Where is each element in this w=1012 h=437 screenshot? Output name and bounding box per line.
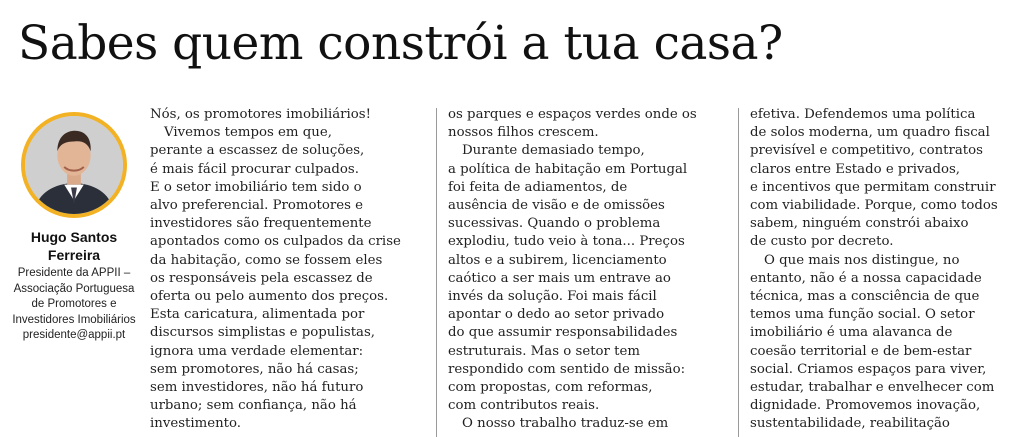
text-line: técnica, mas a consciência de que (750, 289, 980, 305)
text-line: foi feita de adiamentos, de (448, 179, 628, 195)
text-line: os parques e espaços verdes onde os (448, 107, 697, 122)
text-line: é mais fácil procurar culpados. (150, 161, 359, 177)
text-line: investimento. (150, 416, 242, 432)
author-portrait-icon (25, 116, 123, 214)
column-divider (436, 108, 437, 437)
text-line: a política de habitação em Portugal (448, 161, 688, 177)
text-line: e incentivos que permitam construir (750, 179, 996, 195)
text-line: invés da solução. Foi mais fácil (448, 289, 657, 305)
text-line: alvo preferencial. Promotores e (150, 198, 363, 214)
text-line: com contributos reais. (448, 398, 600, 414)
text-line: Nós, os promotores imobiliários! (150, 107, 371, 122)
text-line: apontar o dedo ao setor privado (448, 307, 665, 323)
author-email[interactable]: presidente@appii.pt (22, 329, 126, 341)
article-column-3 (750, 106, 1012, 437)
text-line: O nosso trabalho traduz-se em (462, 416, 669, 432)
text-line: imobiliário é uma alavanca de (750, 325, 953, 341)
author-avatar (21, 112, 127, 218)
article-column-2 (448, 106, 724, 437)
text-line: sem promotores, não há casas; (150, 361, 359, 377)
text-line: temos uma função social. O setor (750, 307, 975, 323)
headline: Sabes quem constrói a tua casa? (18, 16, 783, 71)
text-line: nossos filhos crescem. (448, 125, 599, 141)
text-line: sabem, ninguém constrói abaixo (750, 216, 969, 232)
text-line: de custo por decreto. (750, 234, 894, 250)
text-line: ausência de visão e de omissões (448, 198, 665, 214)
author-name: Hugo Santos Ferreira (30, 229, 118, 263)
text-line: altos e a subirem, licenciamento (448, 252, 667, 268)
author-role: Presidente da APPII – Associação Portuguesa de Promotores e Investidores Imobiliários (12, 267, 136, 326)
author-box (12, 112, 136, 344)
text-line: estudar, trabalhar e envelhecer com (750, 380, 995, 396)
text-line: Esta caricatura, alimentada por (150, 307, 365, 323)
text-line: claros entre Estado e privados, (750, 161, 961, 177)
text-line: estruturais. Mas o setor tem (448, 343, 640, 359)
text-line: entanto, não é a nossa capacidade (750, 270, 982, 286)
text-line: respondido com sentido de missão: (448, 361, 686, 377)
text-line: social. Criamos espaços para viver, (750, 361, 987, 377)
text-line: O que mais nos distingue, no (764, 252, 960, 268)
text-line: do que assumir responsabilidades (448, 325, 678, 341)
text-line: discursos simplistas e populistas, (150, 325, 376, 341)
text-line: com viabilidade. Porque, como todos (750, 198, 998, 214)
text-line: apontados como os culpados da crise (150, 234, 401, 250)
text-line: com propostas, com reformas, (448, 380, 653, 396)
text-line: ignora uma verdade elementar: (150, 343, 364, 359)
text-line: oferta ou pelo aumento dos preços. (150, 289, 389, 305)
text-line: Durante demasiado tempo, (462, 143, 645, 159)
text-line: efetiva. Defendemos uma política (750, 107, 976, 122)
text-line: urbano; sem confiança, não há (150, 398, 357, 414)
text-line: sem investidores, não há futuro (150, 380, 364, 396)
text-line: perante a escassez de soluções, (150, 143, 365, 159)
text-line: caótico a ser mais um entrave ao (448, 270, 671, 286)
text-line: E o setor imobiliário tem sido o (150, 179, 362, 195)
text-line: os responsáveis pela escassez de (150, 270, 373, 286)
column-divider (738, 108, 739, 437)
text-line: dignidade. Promovemos inovação, (750, 398, 981, 414)
text-line: de solos moderna, um quadro fiscal (750, 125, 990, 141)
text-line: Vivemos tempos em que, (164, 125, 332, 141)
text-line: sucessivas. Quando o problema (448, 216, 661, 232)
text-line: investidores são frequentemente (150, 216, 372, 232)
article-column-1 (150, 106, 422, 437)
text-line: coesão territorial e de bem-estar (750, 343, 972, 359)
text-line: da habitação, como se fossem eles (150, 252, 383, 268)
text-line: sustentabilidade, reabilitação (750, 416, 950, 432)
text-line: previsível e competitivo, contratos (750, 143, 983, 159)
text-line: explodiu, tudo veio à tona... Preços (448, 234, 685, 250)
